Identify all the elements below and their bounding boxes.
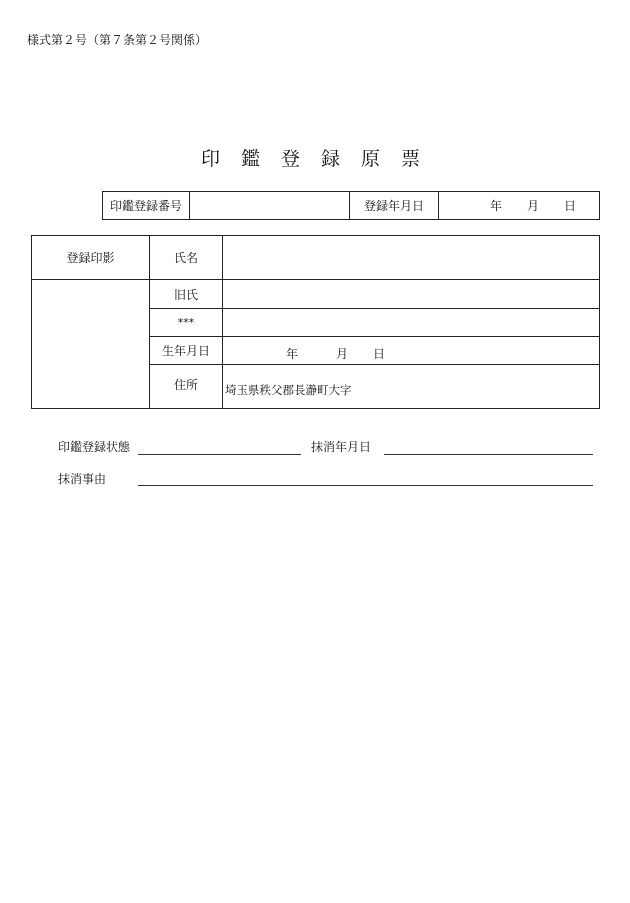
cancel-reason-label: 抹消事由 xyxy=(58,472,107,486)
dob-day-unit: 日 xyxy=(373,347,386,361)
reg-date-label: 登録年月日 xyxy=(363,199,424,213)
former-name-field[interactable] xyxy=(226,280,598,308)
address-label: 住所 xyxy=(173,378,198,392)
cancel-date-underline xyxy=(384,454,593,455)
reg-year-unit: 年 xyxy=(490,199,503,213)
masked-field[interactable] xyxy=(226,309,598,336)
seal-impression-label: 登録印影 xyxy=(66,251,115,265)
name-label: 氏名 xyxy=(173,251,198,265)
address-field[interactable]: 埼玉県秩父郡長瀞町大字 xyxy=(225,383,352,397)
status-underline xyxy=(138,454,301,455)
former-name-label: 旧氏 xyxy=(173,287,198,302)
reg-day-unit: 日 xyxy=(564,199,577,213)
form-reference: 様式第２号（第７条第２号関係） xyxy=(27,33,208,47)
reg-month-unit: 月 xyxy=(527,199,540,213)
cancel-reason-underline xyxy=(138,485,593,486)
dob-month-unit: 月 xyxy=(336,347,349,361)
dob-label: 生年月日 xyxy=(161,344,210,358)
reg-no-label: 印鑑登録番号 xyxy=(109,199,182,213)
name-field[interactable] xyxy=(226,236,598,279)
reg-no-field[interactable] xyxy=(190,192,349,219)
dob-year-unit: 年 xyxy=(286,347,299,361)
masked-label: *** xyxy=(177,316,195,329)
dob-field[interactable] xyxy=(223,340,599,367)
cancel-date-label: 抹消年月日 xyxy=(311,440,372,454)
page-title: 印鑑登録原票 xyxy=(200,148,441,170)
reg-date-field[interactable] xyxy=(439,192,599,219)
seal-impression-area[interactable] xyxy=(32,280,149,408)
status-label: 印鑑登録状態 xyxy=(58,440,131,454)
